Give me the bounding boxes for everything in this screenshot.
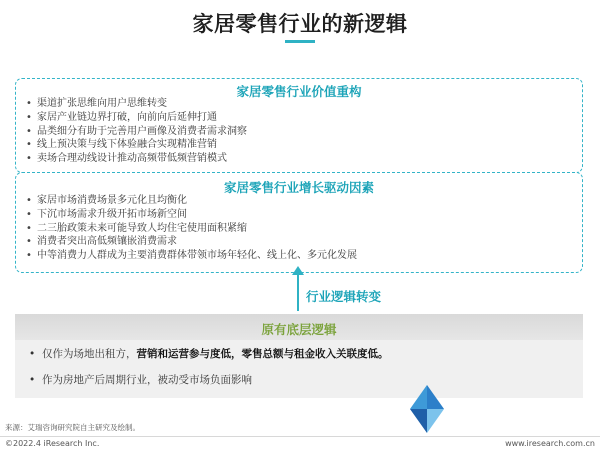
value-reconstruction-box [15,78,583,173]
site-url: www.iresearch.com.cn [505,439,595,448]
value-reconstruction-heading: 家居零售行业价值重构 [236,84,362,99]
list-item [26,208,357,222]
list-item-text: 作为房地产后周期行业，被动受市场负面影响 [42,374,252,386]
bullet-glyph: • [29,348,36,360]
list-item [29,373,389,399]
bullet-glyph: • [26,195,32,206]
list-item-text: 渠道扩张思维向用户思维转变 [37,98,167,109]
value-reconstruction-list [26,97,247,166]
bullet-glyph: • [26,98,32,109]
list-item-text: 消费者突出高低频镶嵌消费需求 [37,236,177,248]
growth-drivers-heading: 家居零售行业增长驱动因素 [223,180,374,195]
list-item [26,125,247,139]
original-logic-list [29,347,389,399]
list-item-text: 线上预决策与线下体验融合实现精准营销 [37,139,217,151]
list-item [26,235,357,249]
list-item-text: 卖场合理动线设计推动高频带低频营销模式 [37,153,227,165]
list-item-text: 品类细分有助于完善用户画像及消费者需求洞察 [37,125,247,137]
page-title: 家居零售行业的新逻辑 [192,12,408,36]
list-item-emphasis: 营销和运营参与度低，零售总额与租金收入关联度低。 [136,348,389,360]
bullet-glyph: • [26,139,32,151]
list-item [29,347,389,373]
original-logic-heading: 原有底层逻辑 [261,322,337,337]
list-item [26,138,247,152]
bullet-glyph: • [26,125,32,137]
bullet-glyph: • [26,250,32,262]
footer-divider [0,436,600,437]
source-note: 来源：艾瑞咨询研究院自主研究及绘制。 [5,423,140,432]
list-item-text: 家居产业链边界打破，向前向后延伸打通 [37,111,217,123]
bullet-glyph: • [26,208,32,220]
growth-drivers-box [15,172,583,273]
list-item-text: 家居市场消费场景多元化且均衡化 [37,195,187,206]
list-item-text: 中等消费力人群成为主要消费群体带领市场年轻化、线上化、多元化发展 [37,250,357,262]
bullet-glyph: • [26,111,32,123]
copyright: ©2022.4 iResearch Inc. [5,439,100,448]
growth-drivers-list [26,194,357,263]
up-arrow-icon [292,266,304,275]
transition-label: 行业逻辑转变 [306,289,382,304]
list-item-text: 下沉市场需求升级开拓市场新空间 [37,208,187,220]
bullet-glyph: • [29,374,36,386]
bullet-glyph: • [26,153,32,165]
list-item [26,111,247,125]
list-item [26,194,357,208]
title-underline [285,40,315,43]
list-item-text: 仅作为场地出租方， [42,348,137,360]
iresearch-logo-icon [404,383,450,435]
list-item [26,222,357,236]
list-item-text: 二三胎政策未来可能导致人均住宅使用面积紧缩 [37,222,247,234]
bullet-glyph: • [26,236,32,248]
original-logic-box [15,314,583,398]
list-item [26,97,247,111]
transition-arrow-shaft [297,273,299,311]
bullet-glyph: • [26,222,32,234]
list-item [26,249,357,263]
list-item [26,152,247,166]
